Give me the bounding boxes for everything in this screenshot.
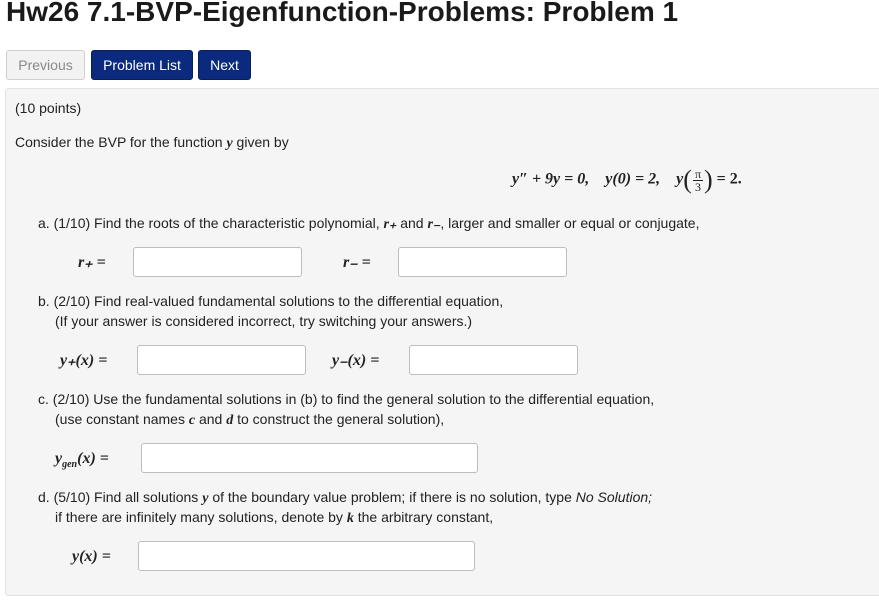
eq-ode: y″ + 9y = 0, bbox=[512, 170, 590, 188]
previous-button[interactable]: Previous bbox=[6, 50, 85, 80]
bvp-equation: y″ + 9y = 0, y(0) = 2, y( $\frac{\pi}{3}$ ) = 2. bbox=[512, 165, 742, 194]
y-solution-label: y(x) = bbox=[72, 548, 111, 565]
r-minus-input[interactable] bbox=[398, 247, 567, 277]
r-plus-input[interactable] bbox=[133, 247, 302, 277]
y-minus-input[interactable] bbox=[409, 345, 578, 375]
y-solution-input[interactable] bbox=[138, 541, 475, 571]
part-b-line1: b. (2/10) Find real-valued fundamental solutions to the differential equation, bbox=[38, 293, 504, 309]
next-button[interactable]: Next bbox=[198, 50, 251, 80]
intro-var: y bbox=[226, 136, 233, 151]
part-c-line2: (use constant names c and d to construct the general solution), bbox=[55, 411, 445, 428]
r-plus-label: r₊ = bbox=[78, 254, 106, 271]
r-minus-label: r₋ = bbox=[343, 254, 371, 271]
points-label: (10 points) bbox=[15, 100, 82, 116]
problem-list-button[interactable]: Problem List bbox=[91, 50, 193, 80]
y-plus-label: y₊(x) = bbox=[60, 352, 108, 369]
intro-text bbox=[15, 134, 289, 152]
y-plus-input[interactable] bbox=[137, 345, 306, 375]
y-minus-label: y₋(x) = bbox=[332, 352, 380, 369]
eq-bc2-frac: $\frac{\pi}{3}$ bbox=[694, 166, 701, 194]
eq-bc2-val: = 2. bbox=[716, 170, 742, 188]
part-d-line2: if there are infinitely many solutions, denote by k the arbitrary constant, bbox=[55, 509, 494, 526]
intro-post: given by bbox=[236, 134, 289, 150]
eq-bc1: y(0) = 2, bbox=[605, 170, 661, 188]
eq-bc2-func: y bbox=[676, 170, 684, 188]
part-a-text: a. (1/10) Find the roots of the characteristic polynomial, r₊ and r₋, larger and smaller or equal or conjugate, bbox=[38, 215, 700, 232]
page-title: Hw26 7.1-BVP-Eigenfunction-Problems: Problem 1 bbox=[6, 0, 679, 27]
y-gen-input[interactable] bbox=[141, 443, 478, 473]
part-d-line1: d. (5/10) Find all solutions y of the boundary value problem; if there is no solution, type No Solution; bbox=[38, 489, 653, 506]
intro-pre: Consider the BVP for the function bbox=[15, 134, 223, 150]
part-b-line2: (If your answer is considered incorrect, try switching your answers.) bbox=[55, 313, 473, 329]
part-c-line1: c. (2/10) Use the fundamental solutions in (b) to find the general solution to the differential equation, bbox=[38, 391, 655, 407]
y-gen-label: $y_{gen}(x)$ = bbox=[55, 450, 109, 471]
